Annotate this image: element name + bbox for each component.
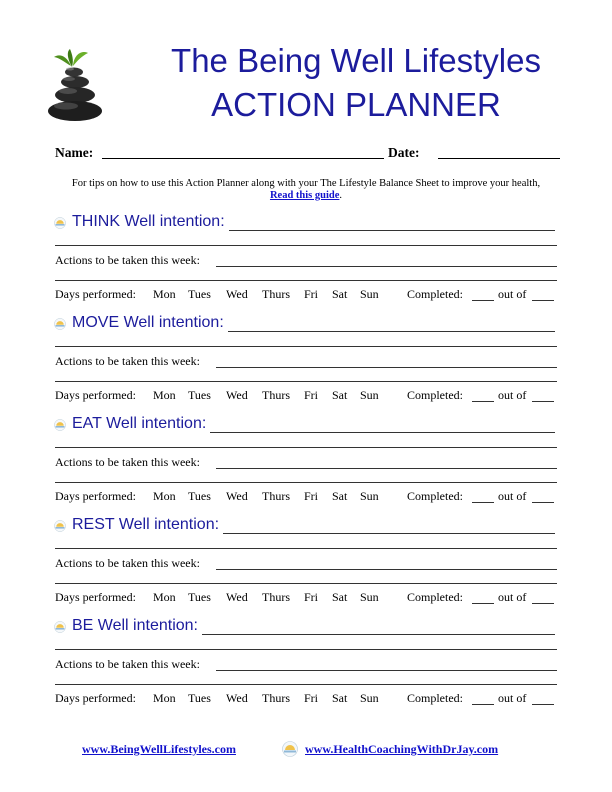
day-sat[interactable]: Sat [332,691,348,705]
completed-label: Completed: [407,691,463,705]
total-count-field[interactable] [532,704,554,705]
total-count-field[interactable] [532,300,554,301]
day-fri[interactable]: Fri [304,287,319,301]
actions-label: Actions to be taken this week: [55,556,200,570]
intention-field[interactable] [202,634,555,635]
day-mon[interactable]: Mon [153,691,176,705]
actions-field-line2[interactable] [55,381,557,382]
actions-field-line2[interactable] [55,482,557,483]
days-performed-label: Days performed: [55,691,136,705]
days-performed-label: Days performed: [55,489,136,503]
day-thurs[interactable]: Thurs [262,287,290,301]
day-thurs[interactable]: Thurs [262,388,290,402]
sun-icon [54,520,66,532]
zen-stones-icon [44,48,106,122]
day-tues[interactable]: Tues [188,489,211,503]
out-of-label: out of [498,691,527,705]
completed-label: Completed: [407,489,463,503]
day-tues[interactable]: Tues [188,691,211,705]
actions-field-line2[interactable] [55,280,557,281]
intention-field[interactable] [210,432,555,433]
day-mon[interactable]: Mon [153,287,176,301]
footer-link2-text[interactable]: www.HealthCoachingWithDrJay.com [305,742,499,756]
intention-label: THINK Well intention: [72,213,225,230]
intention-section [0,313,612,414]
out-of-label: out of [498,590,527,604]
day-wed[interactable]: Wed [226,388,248,402]
day-sun[interactable]: Sun [360,489,379,503]
sun-icon [282,741,298,757]
completed-label: Completed: [407,287,463,301]
day-sat[interactable]: Sat [332,388,348,402]
completed-label: Completed: [407,590,463,604]
tips-trailing: . [339,190,343,201]
day-sun[interactable]: Sun [360,287,379,301]
completed-count-field[interactable] [472,704,494,705]
actions-field-line2[interactable] [55,583,557,584]
days-performed-label: Days performed: [55,388,136,402]
day-mon[interactable]: Mon [153,489,176,503]
tips-text [40,178,572,202]
intention-label: MOVE Well intention: [72,314,224,331]
completed-count-field[interactable] [472,603,494,604]
actions-field[interactable] [216,468,557,469]
page-subtitle: ACTION PLANNER [211,86,501,123]
day-sun[interactable]: Sun [360,590,379,604]
out-of-label: out of [498,388,527,402]
day-thurs[interactable]: Thurs [262,590,290,604]
actions-field[interactable] [216,670,557,671]
intention-field-line2[interactable] [55,447,557,448]
intention-section [0,414,612,515]
actions-field[interactable] [216,569,557,570]
page-title: The Being Well Lifestyles [171,42,541,79]
intention-field-line2[interactable] [55,346,557,347]
out-of-label: out of [498,287,527,301]
date-label: Date: [388,145,420,160]
footer-link-beingwell[interactable] [82,742,236,757]
day-mon[interactable]: Mon [153,388,176,402]
name-label: Name: [55,145,94,160]
days-performed-label: Days performed: [55,590,136,604]
day-tues[interactable]: Tues [188,388,211,402]
intention-field-line2[interactable] [55,245,557,246]
days-performed-label: Days performed: [55,287,136,301]
sun-icon [54,318,66,330]
intention-section [0,616,612,717]
intention-label: EAT Well intention: [72,415,207,432]
day-fri[interactable]: Fri [304,691,319,705]
actions-field[interactable] [216,367,557,368]
day-tues[interactable]: Tues [188,287,211,301]
day-wed[interactable]: Wed [226,590,248,604]
day-wed[interactable]: Wed [226,489,248,503]
day-thurs[interactable]: Thurs [262,489,290,503]
day-tues[interactable]: Tues [188,590,211,604]
actions-label: Actions to be taken this week: [55,253,200,267]
total-count-field[interactable] [532,502,554,503]
day-thurs[interactable]: Thurs [262,691,290,705]
out-of-label: out of [498,489,527,503]
actions-field[interactable] [216,266,557,267]
actions-label: Actions to be taken this week: [55,455,200,469]
actions-label: Actions to be taken this week: [55,657,200,671]
completed-count-field[interactable] [472,502,494,503]
day-sun[interactable]: Sun [360,691,379,705]
intention-field[interactable] [228,331,555,332]
name-date-row [55,143,560,163]
total-count-field[interactable] [532,603,554,604]
day-sat[interactable]: Sat [332,590,348,604]
sun-icon [54,621,66,633]
day-fri[interactable]: Fri [304,590,319,604]
intention-field-line2[interactable] [55,548,557,549]
intention-field[interactable] [223,533,555,534]
footer-link-healthcoaching[interactable] [305,742,498,757]
day-sat[interactable]: Sat [332,489,348,503]
day-wed[interactable]: Wed [226,287,248,301]
intention-field-line2[interactable] [55,649,557,650]
completed-count-field[interactable] [472,401,494,402]
day-mon[interactable]: Mon [153,590,176,604]
day-fri[interactable]: Fri [304,388,319,402]
name-field[interactable] [102,158,384,159]
day-sat[interactable]: Sat [332,287,348,301]
guide-link[interactable]: Read this guide [269,190,340,201]
sun-icon [54,419,66,431]
intention-label: BE Well intention: [72,617,198,634]
day-wed[interactable]: Wed [226,691,248,705]
completed-count-field[interactable] [472,300,494,301]
day-fri[interactable]: Fri [304,489,319,503]
footer-link1-text[interactable]: www.BeingWellLifestyles.com [82,742,236,756]
total-count-field[interactable] [532,401,554,402]
actions-field-line2[interactable] [55,684,557,685]
intention-section [0,212,612,313]
day-sun[interactable]: Sun [360,388,379,402]
intention-section [0,515,612,616]
tips-body: For tips on how to use this Action Planner along with your The Lifestyle Balance Sheet to improve your health, [71,178,541,189]
date-field[interactable] [438,158,560,159]
actions-label: Actions to be taken this week: [55,354,200,368]
sun-icon [54,217,66,229]
completed-label: Completed: [407,388,463,402]
intention-field[interactable] [229,230,555,231]
intention-label: REST Well intention: [72,516,220,533]
